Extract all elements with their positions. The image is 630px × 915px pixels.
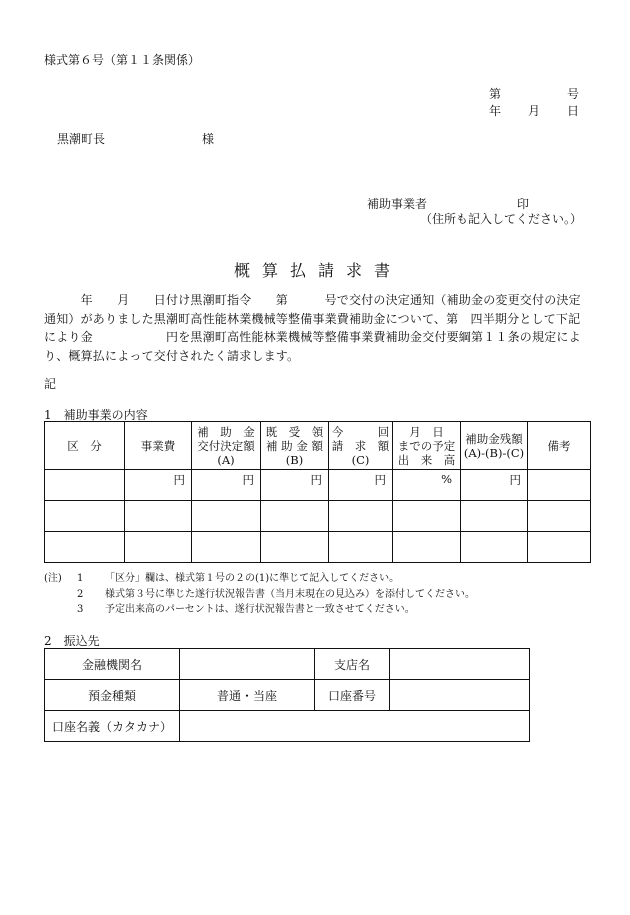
ki-marker: 記 [44,377,57,391]
doc-no-prefix: 第 [489,87,502,101]
header-konkai-line1: 今 回 [331,424,390,439]
note-number: 2 [77,588,84,600]
bank-transfer-table [44,648,530,742]
cell-kiju[interactable] [261,532,329,563]
note-number: 3 [77,604,84,615]
account-holder-label: 口座名義（カタカナ） [45,711,180,742]
header-zangaku [461,422,528,470]
header-yotei [393,422,461,470]
header-yotei-line3: 出 来 高 [397,452,456,467]
table-row [45,532,591,563]
note-item [44,571,475,587]
header-konkai-line3: (C) [351,452,370,467]
account-holder-field[interactable] [180,711,530,742]
account-number-label: 口座番号 [315,680,390,711]
bank-name-field[interactable] [180,649,315,680]
addressee-name: 黒潮町長 [57,132,106,146]
account-type-label: 預金種類 [45,680,180,711]
cell-biko[interactable] [528,470,591,501]
header-yotei-line1: 月 日 [409,424,444,439]
bank-name-label: 金融機関名 [45,649,180,680]
cell-jigyohi[interactable] [125,501,192,532]
cell-kofu[interactable] [192,501,261,532]
seal-mark: 印 [517,197,530,211]
document-number-date [489,86,579,120]
section1-title: 1 補助事業の内容 [44,408,148,422]
note-text: 「区分」欄は、様式第１号の２の(1)に準じて記入してください。 [105,573,400,584]
cell-yotei[interactable] [393,532,461,563]
account-number-field[interactable] [390,680,530,711]
note-number: 1 [77,573,84,584]
cell-jigyohi[interactable] [125,532,192,563]
cell-zangaku[interactable] [461,532,528,563]
cell-kubun[interactable] [45,470,125,501]
cell-zangaku[interactable] [461,501,528,532]
addressee [57,130,214,147]
cell-konkai[interactable] [329,532,393,563]
header-kiju-line2: 補 助 金 額 [266,438,323,453]
header-yotei-line2: までの予定 [397,438,456,453]
header-biko: 備考 [528,422,591,470]
header-kofu-line3: (A) [217,452,235,467]
table-row [45,470,591,501]
applicant-note: （住所も記入してください。） [420,212,583,226]
cell-zangaku[interactable]: 円 [461,470,528,501]
header-kofu [192,422,261,470]
branch-field[interactable] [390,649,530,680]
branch-label: 支店名 [315,649,390,680]
cell-jigyohi[interactable]: 円 [125,470,192,501]
note-text: 様式第３号に準じた遂行状況報告書（当月末現在の見込み）を添付してください。 [105,588,475,600]
cell-yotei[interactable]: % [393,470,461,501]
table-row [45,649,530,680]
applicant-label: 補助事業者 [367,197,428,211]
doc-no-suffix: 号 [566,87,579,101]
cell-yotei[interactable] [393,501,461,532]
document-title: 概算払請求書 [233,261,402,280]
header-kofu-line2: 交付決定額 [197,438,255,453]
notes-label: (注) [44,573,62,584]
account-type-value[interactable]: 普通・当座 [180,680,315,711]
cell-kofu[interactable]: 円 [192,470,261,501]
doc-day: 日 [566,104,579,118]
section2-title: 2 振込先 [44,634,100,648]
addressee-honorific: 様 [202,132,215,146]
header-kiju-line3: (B) [285,452,304,467]
cell-biko[interactable] [528,501,591,532]
request-body-text: 年 月 日付け黒潮町指令 第 号で交付の決定通知（補助金の変更交付の決定通知）がありました黒潮町高性能林業機械等整備事業費補助金について、第 四半期分として下記により金 円を黒潮町高性能林業機械等整備事業費補助金交付要綱第１１条の規定により、概算払によって交付されたく請求します。 [44,293,581,363]
table-header-row [45,422,591,470]
header-zangaku-line2: (A)-(B)-(C) [463,445,525,460]
doc-month: 月 [527,104,540,118]
header-konkai-line2: 請 求 額 [331,438,390,453]
cell-kubun[interactable] [45,532,125,563]
cell-biko[interactable] [528,532,591,563]
table-row [45,680,530,711]
cell-kiju[interactable] [261,501,329,532]
note-item [44,602,475,618]
notes [44,571,475,618]
table-row [45,501,591,532]
cell-kubun[interactable] [45,501,125,532]
doc-year: 年 [489,104,502,118]
cell-kiju[interactable]: 円 [261,470,329,501]
note-text: 予定出来高のパーセントは、遂行状況報告書と一致させてください。 [105,604,415,615]
header-kubun: 区 分 [45,422,125,470]
note-item [44,587,475,603]
header-kiju-line1: 既 受 領 [265,424,324,439]
form-number: 様式第６号（第１１条関係） [44,53,201,67]
cell-konkai[interactable] [329,501,393,532]
project-content-table [44,421,591,563]
cell-kofu[interactable] [192,532,261,563]
header-konkai [329,422,393,470]
header-jigyohi: 事業費 [125,422,192,470]
table-row [45,711,530,742]
header-kiju [261,422,329,470]
cell-konkai[interactable]: 円 [329,470,393,501]
header-kofu-line1: 補 助 金 [197,424,255,439]
header-zangaku-line1: 補助金残額 [465,431,523,446]
